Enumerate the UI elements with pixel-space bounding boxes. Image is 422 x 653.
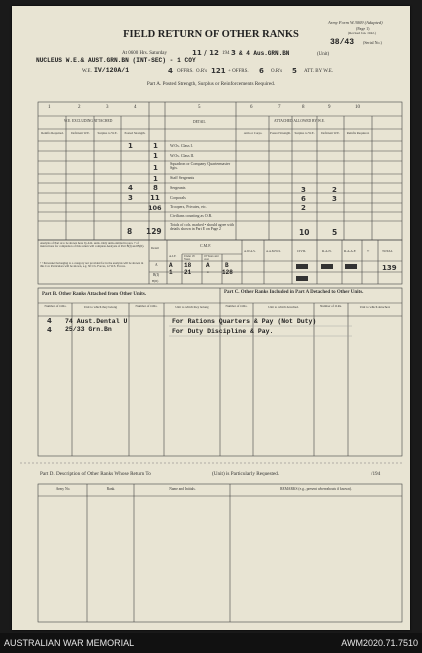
part-b-entry-1-number: 4 <box>47 317 52 325</box>
year-prefix: 194 <box>222 51 230 56</box>
head-posted-right: Posted Strength. <box>270 131 291 135</box>
date-line-prefix: At 0600 Hrs. Saturday <box>122 51 167 56</box>
analysis-b-col2: 21 <box>184 269 192 276</box>
analysis-head-aif: A.I.F. <box>169 254 177 258</box>
analysis-row-label-b2: B(II) <box>152 279 159 283</box>
archive-footer <box>0 633 422 653</box>
part-d-head-rank: Rank. <box>106 487 116 491</box>
form-title: FIELD RETURN OF OTHER RANKS <box>123 29 299 40</box>
or-value-1: 121 <box>211 67 226 75</box>
part-c-title: Part C. Other Ranks Included in Part A Detached to Other Units. <box>224 290 364 295</box>
col-number-8: 8 <box>302 105 305 110</box>
part-d-head-army-no: Army No. <box>55 487 71 491</box>
att-label: ATT. BY W.E. <box>304 69 334 74</box>
form-page-number: (Page 1) <box>356 26 370 31</box>
col-number-5: 5 <box>198 105 201 110</box>
analysis-a-col1: A <box>169 262 173 269</box>
analysis-a-col4: B <box>225 262 229 269</box>
date-line-suffix: & 4 Aus.GRN.BN <box>239 50 290 57</box>
offrs-value-2: 6 <box>259 67 264 75</box>
analysis-head-detail: Detail <box>151 246 159 250</box>
wo2-posted: 1 <box>153 152 158 160</box>
unit-label: (Unit) <box>317 52 330 57</box>
part-d-title-middle: (Unit) is Particularly Requested. <box>212 471 280 477</box>
sergeants-att-posted: 3 <box>301 186 306 194</box>
analysis-head-18over: 18 Years and over <box>204 255 219 262</box>
col-number-6: 6 <box>250 105 253 110</box>
sergeants-att-surplus: 2 <box>332 186 337 194</box>
corporals-att-posted: 6 <box>301 195 306 203</box>
form-reference: Army Form W.3009 (Adapted) <box>328 20 383 25</box>
total-surplus: 8 <box>127 227 133 236</box>
analysis-head-total: TOTAL <box>382 249 393 253</box>
analysis-head-awas: A.W.A.S. <box>244 249 256 253</box>
part-b-head-number-2: Number of O.Rs. <box>135 304 158 308</box>
analysis-head-aamws: A.A.M.W.S. <box>266 249 281 253</box>
row-detail-corporals: Corporals <box>170 195 186 200</box>
part-d-title-suffix: /194 <box>371 471 381 477</box>
col-number-7: 7 <box>278 105 281 110</box>
wo1-surplus: 1 <box>128 142 133 150</box>
col-number-10: 10 <box>355 105 360 110</box>
part-c-head-unit-2: Unit to which detached. <box>359 305 391 309</box>
total-posted: 129 <box>146 227 162 236</box>
serial-number-label: (Serial No.) <box>363 40 382 45</box>
row-detail-cqms: Squadron or Company Quartermaster Sgts. <box>170 161 231 171</box>
we-value: IV/120A/1 <box>94 67 130 74</box>
plus-offrs-label: + OFFRS. <box>228 69 249 74</box>
analysis-b-col3: - <box>206 269 210 276</box>
form-revision: (Revised Jan. 1942.) <box>348 31 376 35</box>
cqms-posted: 1 <box>153 164 158 172</box>
col-number-4: 4 <box>134 105 137 110</box>
analysis-b-col1: 1 <box>169 269 173 276</box>
total-att-surplus: 5 <box>332 228 338 237</box>
analysis-note: Analysis of Part A to be shown here by ALL units. Only units entitled in para. 7 of instructions for completion of this return will complete Analysis of Part B(I) and B(II). <box>40 241 145 249</box>
serial-number-value: 38/43 <box>330 38 355 47</box>
or-label-2: O.R's <box>271 69 283 74</box>
head-arm-corps: Arm or Corps. <box>243 131 263 135</box>
row-detail-totals: Totals of cols. marked • should agree with details shown in Part E on Page 2 <box>170 223 234 232</box>
head-deficient-right: Deficient W.E. <box>321 131 340 135</box>
part-c-head-unit-1: Unit to which detached. <box>268 305 299 309</box>
analysis-a-col2: 18 <box>184 262 192 269</box>
analysis-row-label-b1: B(I) <box>153 273 159 277</box>
analysis-row-label-a: A <box>155 263 158 267</box>
sergeants-surplus: 4 <box>128 184 133 192</box>
row-detail-sergeants: Sergeants <box>170 185 186 190</box>
privates-att-posted: 2 <box>301 204 306 212</box>
or-label-1: O.R's <box>196 69 208 74</box>
row-detail-civilians: Civilians counting as O.R. <box>170 213 213 218</box>
analysis-head-ran: R.A.N. <box>322 249 332 253</box>
group-label-right: ATTACHED ALLOWED BY W.E. <box>274 119 325 123</box>
part-c-note-2: For Duty Discipline & Pay. <box>172 328 274 335</box>
analysis-a-col3: A <box>206 262 210 269</box>
date-value: 11 / 12 <box>192 49 219 57</box>
detail-label: DETAIL <box>193 120 206 124</box>
part-d-head-remarks: REMARKS (e.g., present whereabouts if known). <box>280 487 352 491</box>
row-detail-staff-sgts: Staff Sergeants <box>170 175 195 180</box>
part-b-entry-2-unit: 25/33 Grn.Bn <box>65 326 112 333</box>
head-posted-left: Posted Strength. <box>124 131 146 135</box>
analysis-head-under18: Under 18 Years <box>184 255 195 262</box>
analysis-head-other: •• <box>367 249 370 253</box>
part-c-head-number-1: Number of O.Rs. <box>225 304 248 308</box>
offrs-value-1: 4 <box>168 67 173 75</box>
head-surplus-right: Surplus to W.E. <box>294 131 315 135</box>
or-value-2: 5 <box>292 67 297 75</box>
head-deficient-left: Deficient W.E. <box>71 131 90 135</box>
analysis-head-civil: CIVIL <box>297 249 307 253</box>
part-b-title: Part B. Other Ranks Attached from Other Units. <box>42 292 147 297</box>
analysis-note-2: • • Personnel belonging to a category not provided for in the analysis will be shown in this Col. Particulars will be shown, e.g. 30 Civ. Forces, 12 W.S. Forces. <box>40 261 144 269</box>
row-detail-privates: Troopers, Privates, etc. <box>170 204 207 209</box>
head-reinfts-left: Reinfts Required. <box>41 131 64 135</box>
part-a-title: Part A. Posted Strength, Surplus or Reinforcements Required. <box>146 81 276 87</box>
head-reinfts-right: Reinfts Required. <box>346 131 370 135</box>
analysis-total-value: 139 <box>382 264 397 272</box>
privates-posted: 106 <box>148 204 162 212</box>
sergeants-posted: 8 <box>153 184 158 192</box>
col-number-9: 9 <box>328 105 331 110</box>
footer-institution: AUSTRALIAN WAR MEMORIAL <box>4 638 135 648</box>
we-label: W.E. <box>82 69 92 74</box>
part-d-title-prefix: Part D. Description of Other Ranks Whose Return To <box>40 471 151 477</box>
part-b-head-number-1: Number of O.Rs. <box>44 304 67 308</box>
part-c-head-number-2: Number of O.Rs. <box>320 304 342 308</box>
unit-line-value: NUCLEUS W.E.& AUST.GRN.BN (INT-SEC) - 1 COY <box>36 57 196 64</box>
row-detail-wo1: W.Os. Class I. <box>170 143 193 148</box>
part-b-entry-1-unit: 74 Aust.Dental U <box>65 318 128 325</box>
group-label-left: W.E. EXCLUDING ATTACHED <box>64 119 113 123</box>
row-detail-wo2: W.Os. Class II. <box>170 153 195 158</box>
cmf-label: C.M.F. <box>200 243 212 248</box>
offrs-label-1: OFFRS. <box>177 69 194 74</box>
analysis-head-raaf: R.A.A.F. <box>344 249 357 253</box>
corporals-att-surplus: 3 <box>332 195 337 203</box>
col-number-3: 3 <box>106 105 109 110</box>
col-number-1: 1 <box>48 105 51 110</box>
part-d-head-name: Name and Initials. <box>169 487 196 491</box>
part-c-note-1: For Rations Quarters & Pay (Not Duty) <box>172 318 317 325</box>
year-value: 3 <box>231 49 236 57</box>
corporals-posted: 11 <box>150 194 160 202</box>
corporals-surplus: 3 <box>128 194 133 202</box>
footer-accession-number: AWM2020.71.7510 <box>341 638 418 648</box>
col-number-2: 2 <box>78 105 81 110</box>
head-surplus-left: Surplus to W.E. <box>97 131 118 135</box>
total-att-posted: 10 <box>299 228 310 237</box>
wo1-posted: 1 <box>153 142 158 150</box>
part-b-head-unit-2: Unit to which they belong <box>175 305 209 309</box>
part-b-head-unit-1: Unit to which they belong <box>83 305 118 309</box>
part-b-entry-2-number: 4 <box>47 326 52 334</box>
staff-sgts-posted: 1 <box>153 175 158 183</box>
analysis-b-col4: 128 <box>222 269 233 276</box>
form-page <box>12 6 410 630</box>
